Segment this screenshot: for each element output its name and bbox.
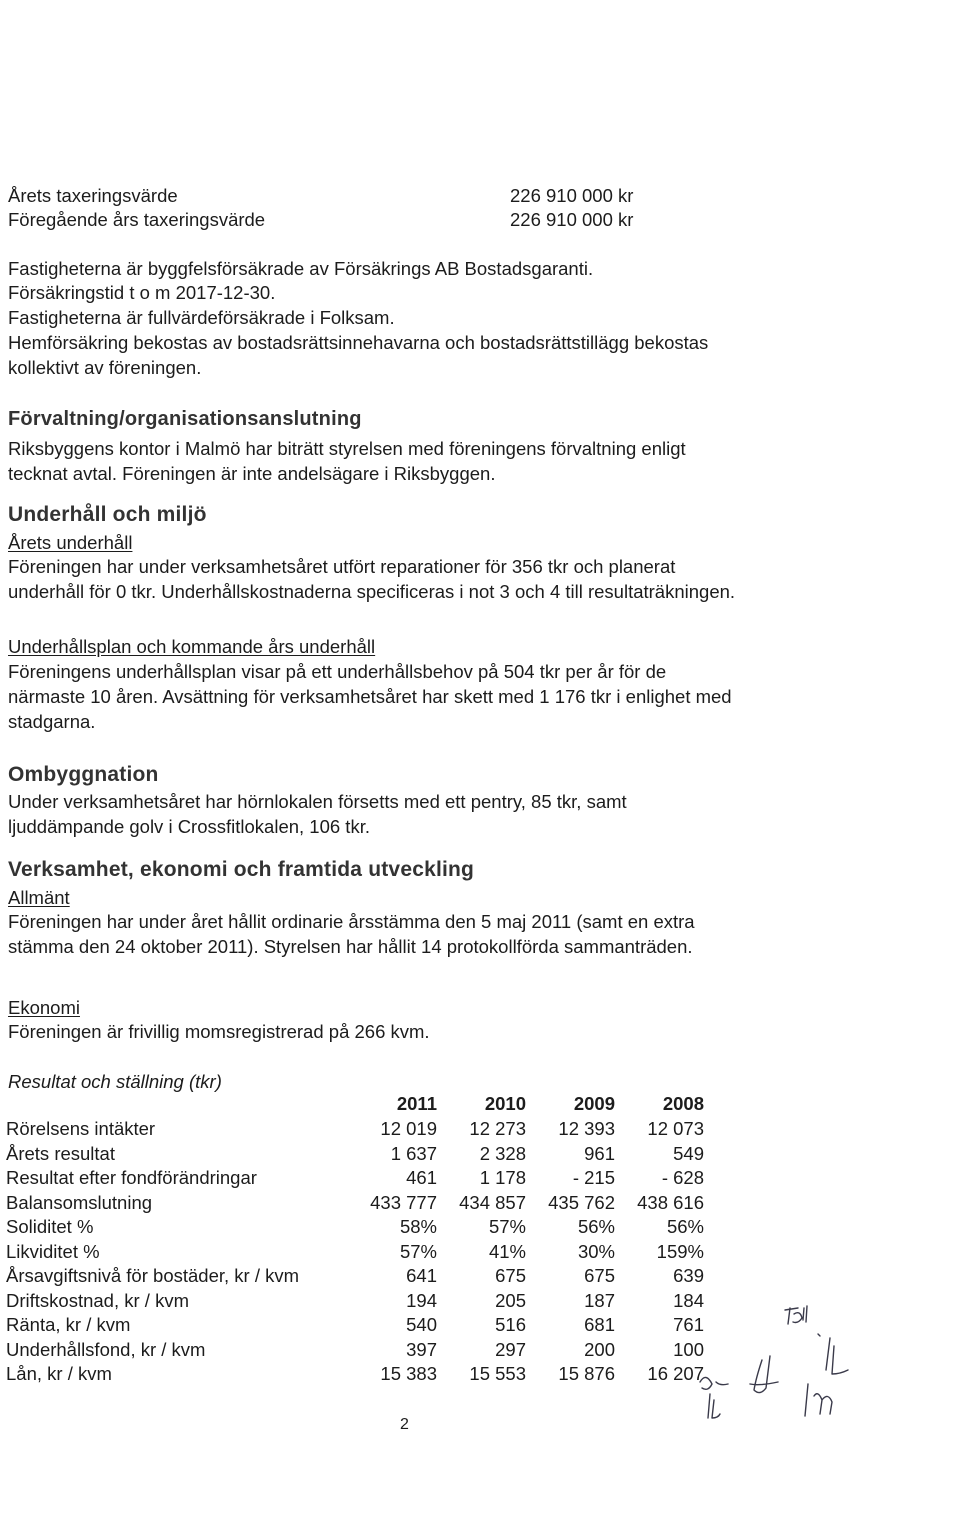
table-cell: - 628: [661, 1167, 704, 1188]
table-cell: 761: [673, 1314, 704, 1335]
table-cell: 675: [495, 1265, 526, 1286]
taxering-label-1: Årets taxeringsvärde: [8, 185, 178, 206]
row-label: Balansomslutning: [6, 1191, 153, 1213]
table-cell: 57%: [399, 1240, 437, 1262]
year-header-cell: 2011: [396, 1093, 437, 1114]
table-cell: 16 207: [647, 1363, 704, 1384]
verksamhet-heading: Verksamhet, ekonomi och framtida utveckling: [8, 858, 475, 881]
table-cell: 297: [495, 1338, 526, 1360]
row-label: Driftskostnad, kr / kvm: [6, 1289, 189, 1311]
table-cell: 540: [406, 1314, 437, 1335]
table-cell: 1 637: [390, 1142, 437, 1164]
row-label: Resultat efter fondförändringar: [6, 1167, 257, 1188]
table-cell: 15 876: [558, 1363, 615, 1384]
row-label: Ränta, kr / kvm: [6, 1314, 131, 1335]
allmant-subheading: Allmänt: [8, 887, 70, 908]
ombyggnation-line-2: ljuddämpande golv i Crossfitlokalen, 106 tkr.: [8, 816, 370, 837]
table-row: [0, 1264, 960, 1289]
table-cell: 56%: [666, 1216, 704, 1237]
underhallsplan-line-2: närmaste 10 åren. Avsättning för verksamhetsåret har skett med 1 176 tkr i enlighet med: [8, 686, 732, 707]
table-cell: 15 553: [469, 1363, 526, 1384]
handwritten-initials-signature: [690, 1300, 870, 1440]
table-row: [0, 1191, 960, 1216]
insurance-line-3: Fastigheterna är fullvärdeförsäkrade i Folksam.: [8, 307, 395, 328]
underhall-subheading-1: Årets underhåll: [8, 532, 133, 553]
table-cell: 2 328: [479, 1142, 526, 1164]
year-header-cell: 2010: [484, 1093, 526, 1114]
table-cell: 15 383: [380, 1363, 437, 1384]
insurance-line-5: kollektivt av föreningen.: [8, 357, 202, 378]
row-label: Årets resultat: [6, 1142, 115, 1164]
table-cell: 433 777: [370, 1191, 437, 1213]
taxering-label-2: Föregående års taxeringsvärde: [8, 209, 266, 230]
table-cell: 639: [673, 1265, 704, 1286]
table-cell: 961: [584, 1142, 615, 1164]
table-cell: 30%: [577, 1240, 615, 1262]
table-row: [0, 1215, 960, 1240]
underhall-line-1: Föreningen har under verksamhetsåret utfört reparationer för 356 tkr och planerat: [8, 556, 676, 577]
year-header-cell: 2009: [573, 1093, 615, 1114]
table-cell: 12 393: [558, 1118, 615, 1139]
table-row: [0, 1240, 960, 1265]
table-cell: 205: [495, 1289, 526, 1311]
underhall-heading: Underhåll och miljö: [8, 503, 207, 526]
table-row: [0, 1117, 960, 1142]
table-cell: 1 178: [479, 1167, 526, 1188]
forvaltning-heading: Förvaltning/organisationsanslutning: [8, 408, 362, 430]
table-cell: 438 616: [637, 1191, 704, 1213]
taxering-value-1: 226 910 000 kr: [510, 185, 634, 206]
ekonomi-line: Föreningen är frivillig momsregistrerad på 266 kvm.: [8, 1021, 430, 1042]
insurance-line-4: Hemförsäkring bekostas av bostadsrättsinnehavarna och bostadsrättstillägg bekostas: [8, 332, 709, 353]
resultat-caption: Resultat och ställning (tkr): [8, 1071, 222, 1092]
ekonomi-subheading: Ekonomi: [8, 997, 80, 1018]
table-cell: 159%: [656, 1240, 704, 1262]
table-row: [0, 1166, 960, 1191]
table-cell: - 215: [572, 1167, 615, 1188]
table-cell: 435 762: [548, 1191, 615, 1213]
table-cell: 12 019: [380, 1118, 437, 1139]
underhallsplan-line-1: Föreningens underhållsplan visar på ett underhållsbehov på 504 tkr per år för de: [8, 661, 667, 682]
taxering-value-2: 226 910 000 kr: [510, 209, 634, 230]
table-cell: 57%: [488, 1216, 526, 1237]
table-cell: 12 073: [647, 1118, 704, 1139]
table-cell: 681: [584, 1314, 615, 1335]
ombyggnation-heading: Ombyggnation: [8, 763, 159, 786]
underhallsplan-subheading: Underhållsplan och kommande års underhåll: [8, 636, 376, 657]
ombyggnation-line-1: Under verksamhetsåret har hörnlokalen försetts med ett pentry, 85 tkr, samt: [8, 791, 627, 812]
resultat-year-header: [0, 1092, 960, 1117]
insurance-line-2: Försäkringstid t o m 2017-12-30.: [8, 282, 276, 303]
table-cell: 12 273: [469, 1118, 526, 1139]
table-cell: 41%: [488, 1240, 526, 1262]
row-label: Underhållsfond, kr / kvm: [6, 1338, 206, 1360]
row-label: Rörelsens intäkter: [6, 1118, 156, 1139]
table-cell: 58%: [399, 1216, 437, 1237]
table-row: [0, 1142, 960, 1167]
forvaltning-line-1: Riksbyggens kontor i Malmö har biträtt styrelsen med föreningens förvaltning enligt: [8, 438, 686, 459]
allmant-line-2: stämma den 24 oktober 2011). Styrelsen har hållit 14 protokollförda sammanträden.: [8, 936, 693, 957]
table-cell: 549: [673, 1142, 704, 1164]
table-cell: 200: [584, 1338, 615, 1360]
table-cell: 397: [406, 1338, 437, 1360]
year-header-cell: 2008: [662, 1093, 704, 1114]
table-cell: 194: [406, 1289, 437, 1311]
table-cell: 184: [673, 1289, 704, 1311]
table-cell: 56%: [577, 1216, 615, 1237]
forvaltning-line-2: tecknat avtal. Föreningen är inte andelsägare i Riksbyggen.: [8, 463, 496, 484]
page-number: 2: [400, 1416, 409, 1433]
table-cell: 516: [495, 1314, 526, 1335]
table-cell: 434 857: [459, 1191, 526, 1213]
table-cell: 187: [584, 1289, 615, 1311]
allmant-line-1: Föreningen har under året hållit ordinarie årsstämma den 5 maj 2011 (samt en extra: [8, 911, 695, 932]
row-label: Lån, kr / kvm: [6, 1363, 112, 1384]
table-cell: 461: [406, 1167, 437, 1188]
row-label: Soliditet %: [6, 1216, 94, 1237]
underhall-line-2: underhåll för 0 tkr. Underhållskostnaderna specificeras i not 3 och 4 till resultaträkningen.: [8, 581, 736, 602]
row-label: Likviditet %: [6, 1240, 100, 1262]
underhallsplan-line-3: stadgarna.: [8, 711, 96, 732]
table-cell: 100: [673, 1338, 704, 1360]
table-cell: 641: [406, 1265, 437, 1286]
table-cell: 675: [584, 1265, 615, 1286]
insurance-line-1: Fastigheterna är byggfelsförsäkrade av Försäkrings AB Bostadsgaranti.: [8, 258, 594, 279]
row-label: Årsavgiftsnivå för bostäder, kr / kvm: [6, 1265, 300, 1286]
